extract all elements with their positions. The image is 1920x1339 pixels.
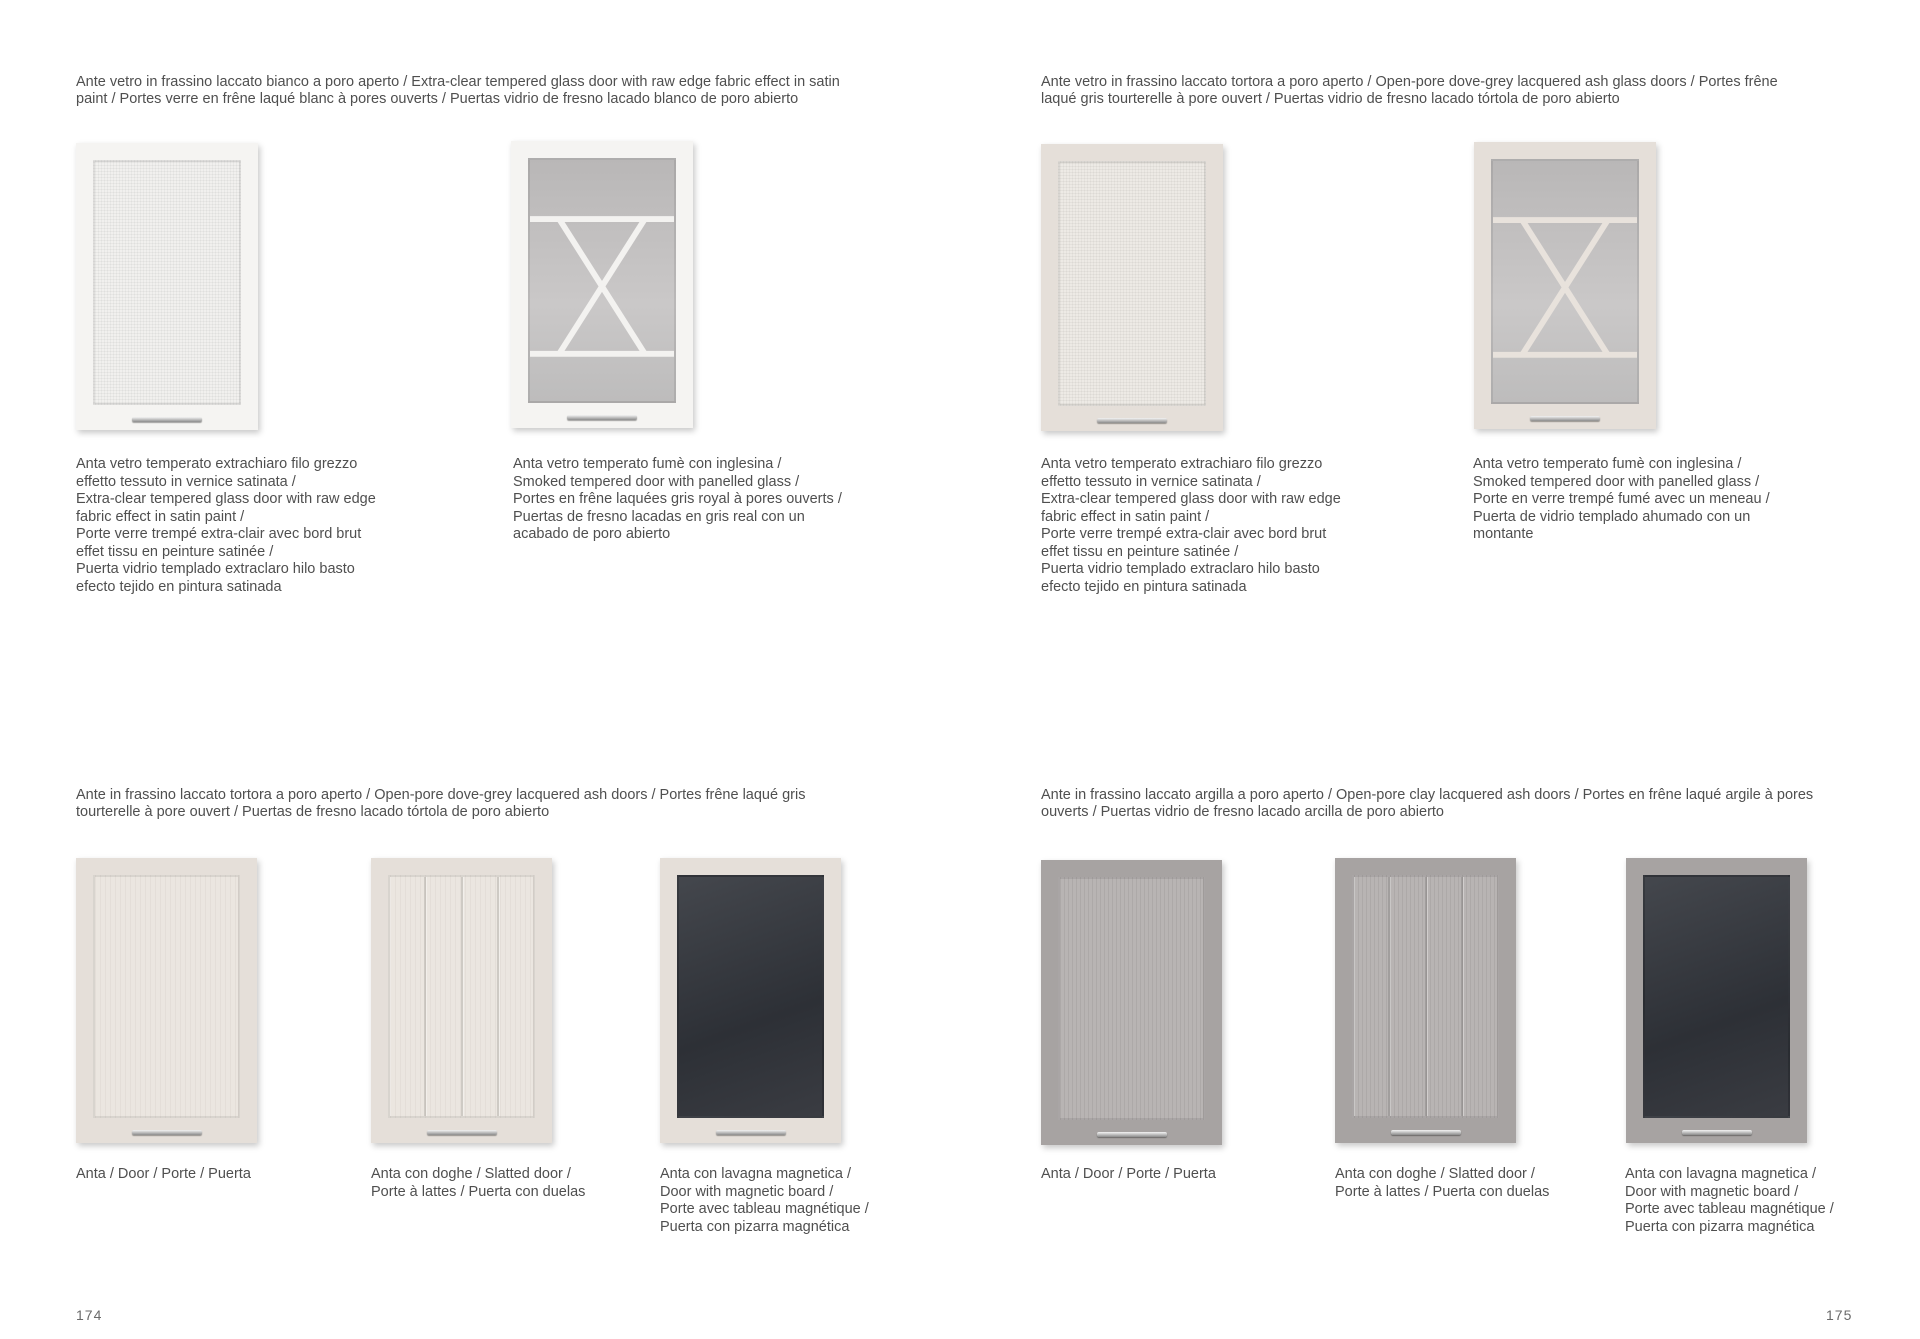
caption-white-smoked-mullion: Anta vetro temperato fumè con inglesina / Smoked tempered door with panelled glass / Portes en frêne laquées gris royal à pores ouverts / Puertas de fresno lacadas en gris real con un acabado de poro abierto [513, 456, 842, 542]
caption-dove-plain: Anta / Door / Porte / Puerta [76, 1166, 251, 1182]
slatted-panel [388, 875, 535, 1118]
door-handle [1391, 1130, 1461, 1135]
door-handle [132, 1130, 202, 1135]
caption-white-fabric-glass: Anta vetro temperato extrachiaro filo grezzo effetto tessuto in vernice satinata / Extra-clear tempered glass door with raw edge fabric effect in satin paint / Porte verre trempé extra-clair avec bord brut effet tissu en peinture satinée / Puerta vidrio templado extraclaro hilo basto efecto tejido en pintura satinada [76, 456, 376, 595]
door-handle [1097, 418, 1167, 423]
door-handle [567, 415, 637, 420]
door-dove-plain [76, 858, 257, 1143]
door-dove-smoked-mullion [1474, 142, 1656, 429]
page-number-left: 174 [76, 1307, 103, 1323]
wood-panel [93, 875, 240, 1118]
caption-dove-magnetic-board: Anta con lavagna magnetica / Door with magnetic board / Porte avec tableau magnétique / Puerta con pizarra magnética [660, 1166, 869, 1235]
smoked-glass-panel [1491, 159, 1639, 404]
door-handle [427, 1130, 497, 1135]
door-handle [132, 417, 202, 422]
section-heading-dove-grey-glass: Ante vetro in frassino laccato tortora a poro aperto / Open-pore dove-grey lacquered ash glass doors / Portes frêne laqué gris tourterelle à pore ouvert / Puertas vidrio de fresno lacado tórtola de poro abierto [1041, 74, 1778, 107]
section-heading-dove-grey-doors: Ante in frassino laccato tortora a poro aperto / Open-pore dove-grey lacquered ash doors / Portes frêne laqué gris tourterelle à pore ouvert / Puertas de fresno lacado tórtola de poro abierto [76, 787, 806, 820]
mullion-cross-icon [1493, 161, 1637, 402]
door-white-smoked-mullion [511, 141, 693, 428]
door-handle [1682, 1130, 1752, 1135]
door-dove-slatted [371, 858, 552, 1143]
section-heading-clay-doors: Ante in frassino laccato argilla a poro aperto / Open-pore clay lacquered ash doors / Portes en frêne laqué argile à pores ouverts / Puertas vidrio de fresno lacado arcilla de poro abierto [1041, 787, 1814, 820]
caption-dove-smoked-mullion: Anta vetro temperato fumè con inglesina / Smoked tempered door with panelled glass / Porte en verre trempé fumé avec un meneau / Puerta de vidrio templado ahumado con un montante [1473, 456, 1770, 542]
door-clay-slatted [1335, 858, 1516, 1143]
door-handle [716, 1130, 786, 1135]
wood-panel [1058, 877, 1205, 1120]
section-heading-white-glass: Ante vetro in frassino laccato bianco a poro aperto / Extra-clear tempered glass door with raw edge fabric effect in satin paint / Portes verre en frêne laqué blanc à pores ouverts / Puertas vidrio de fresno lacado blanco de poro abierto [76, 74, 840, 107]
magnetic-board-panel [1643, 875, 1790, 1118]
caption-dove-slatted: Anta con doghe / Slatted door / Porte à lattes / Puerta con duelas [371, 1166, 586, 1200]
door-white-fabric-glass [76, 143, 258, 430]
fabric-glass-panel [1058, 161, 1206, 406]
slatted-panel [1352, 875, 1499, 1118]
mullion-cross-icon [530, 160, 674, 401]
door-dove-magnetic-board [660, 858, 841, 1143]
door-handle [1530, 416, 1600, 421]
caption-dove-fabric-glass: Anta vetro temperato extrachiaro filo grezzo effetto tessuto in vernice satinata / Extra-clear tempered glass door with raw edge fabric effect in satin paint / Porte verre trempé extra-clair avec bord brut effet tissu en peinture satinée / Puerta vidrio templado extraclaro hilo basto efecto tejido en pintura satinada [1041, 456, 1341, 595]
caption-clay-magnetic-board: Anta con lavagna magnetica / Door with magnetic board / Porte avec tableau magnétique / Puerta con pizarra magnética [1625, 1166, 1834, 1235]
door-clay-plain [1041, 860, 1222, 1145]
door-dove-fabric-glass [1041, 144, 1223, 431]
smoked-glass-panel [528, 158, 676, 403]
door-clay-magnetic-board [1626, 858, 1807, 1143]
door-handle [1097, 1132, 1167, 1137]
page-number-right: 175 [1826, 1307, 1853, 1323]
fabric-glass-panel [93, 160, 241, 405]
magnetic-board-panel [677, 875, 824, 1118]
caption-clay-slatted: Anta con doghe / Slatted door / Porte à lattes / Puerta con duelas [1335, 1166, 1550, 1200]
caption-clay-plain: Anta / Door / Porte / Puerta [1041, 1166, 1216, 1182]
